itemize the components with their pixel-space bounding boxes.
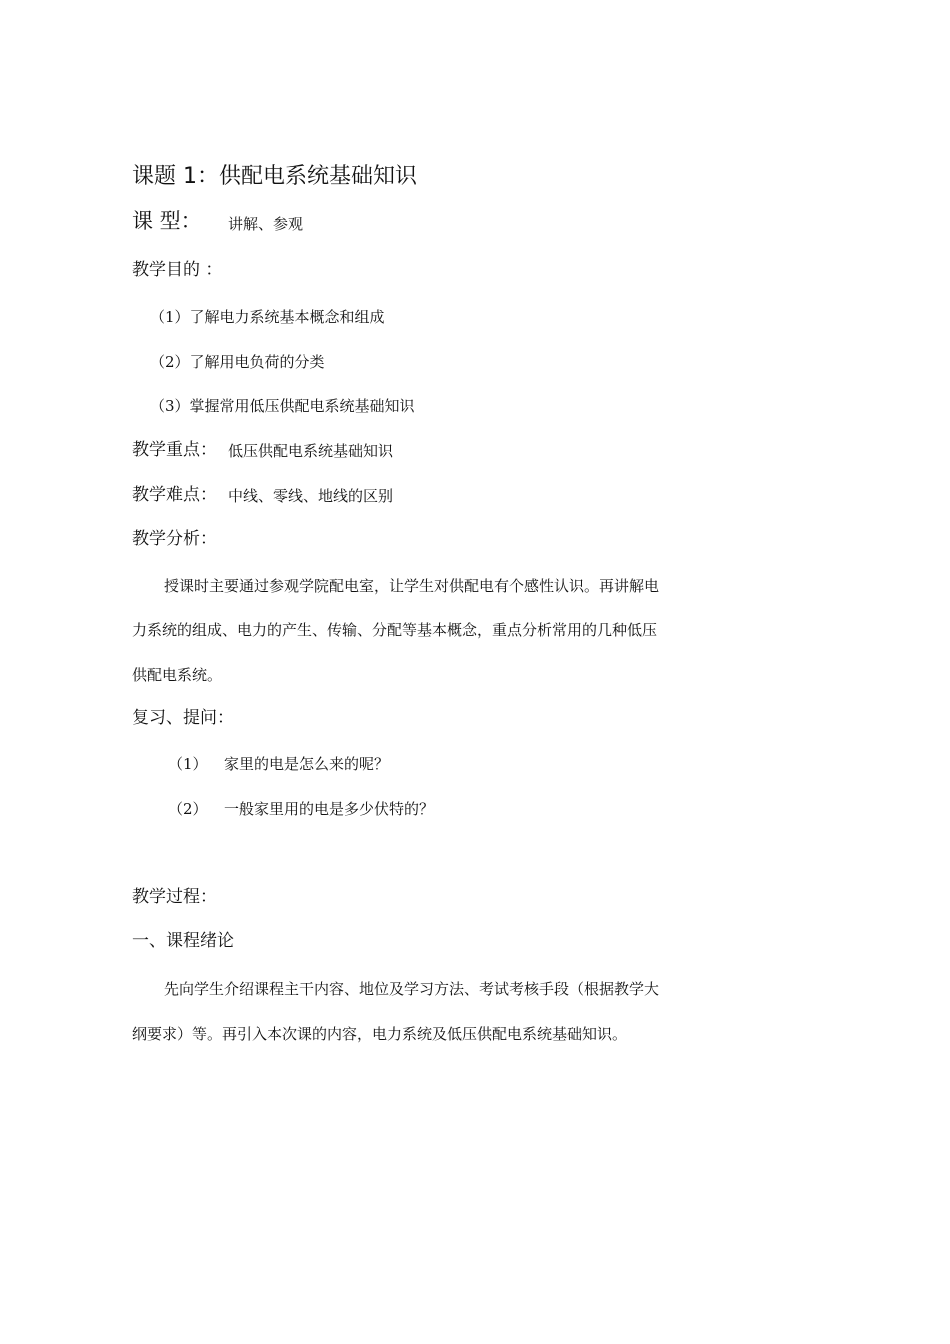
review-item-number: （1） (168, 755, 208, 773)
key-point-label: 教学重点： (132, 440, 217, 460)
difficulty-value: 中线、零线、地线的区别 (228, 487, 394, 505)
analysis-line-3: 供配电系统。 (132, 666, 223, 684)
course-type-label: 课 型： (132, 209, 202, 233)
course-type-value: 讲解、参观 (228, 215, 304, 233)
review-item-number: （2） (168, 800, 208, 818)
objective-item-1: （1）了解电力系统基本概念和组成 (150, 308, 385, 326)
analysis-line-1: 授课时主要通过参观学院配电室，让学生对供配电有个感性认识。再讲解电 (164, 577, 660, 595)
objectives-heading: 教学目的 ： (132, 260, 223, 280)
analysis-line-2: 力系统的组成、电力的产生、传输、分配等基本概念，重点分析常用的几种低压 (132, 621, 658, 639)
review-heading: 复习、提问： (132, 708, 234, 728)
analysis-heading: 教学分析： (132, 529, 217, 549)
objective-item-3: （3）掌握常用低压供配电系统基础知识 (150, 397, 415, 415)
process-heading: 教学过程： (132, 887, 217, 907)
page-title: 课题 1：供配电系统基础知识 (132, 164, 417, 189)
section-1-line-1: 先向学生介绍课程主干内容、地位及学习方法、考试考核手段（根据教学大 (164, 980, 660, 998)
review-item-text: 家里的电是怎么来的呢？ (224, 755, 390, 773)
section-1-line-2: 纲要求）等。再引入本次课的内容，电力系统及低压供配电系统基础知识。 (132, 1025, 628, 1043)
review-item-text: 一般家里用的电是多少伏特的？ (224, 800, 435, 818)
key-point-value: 低压供配电系统基础知识 (228, 442, 394, 460)
section-1-heading: 一、课程绪论 (132, 931, 234, 951)
objective-item-2: （2）了解用电负荷的分类 (150, 353, 325, 371)
difficulty-label: 教学难点： (132, 485, 217, 505)
